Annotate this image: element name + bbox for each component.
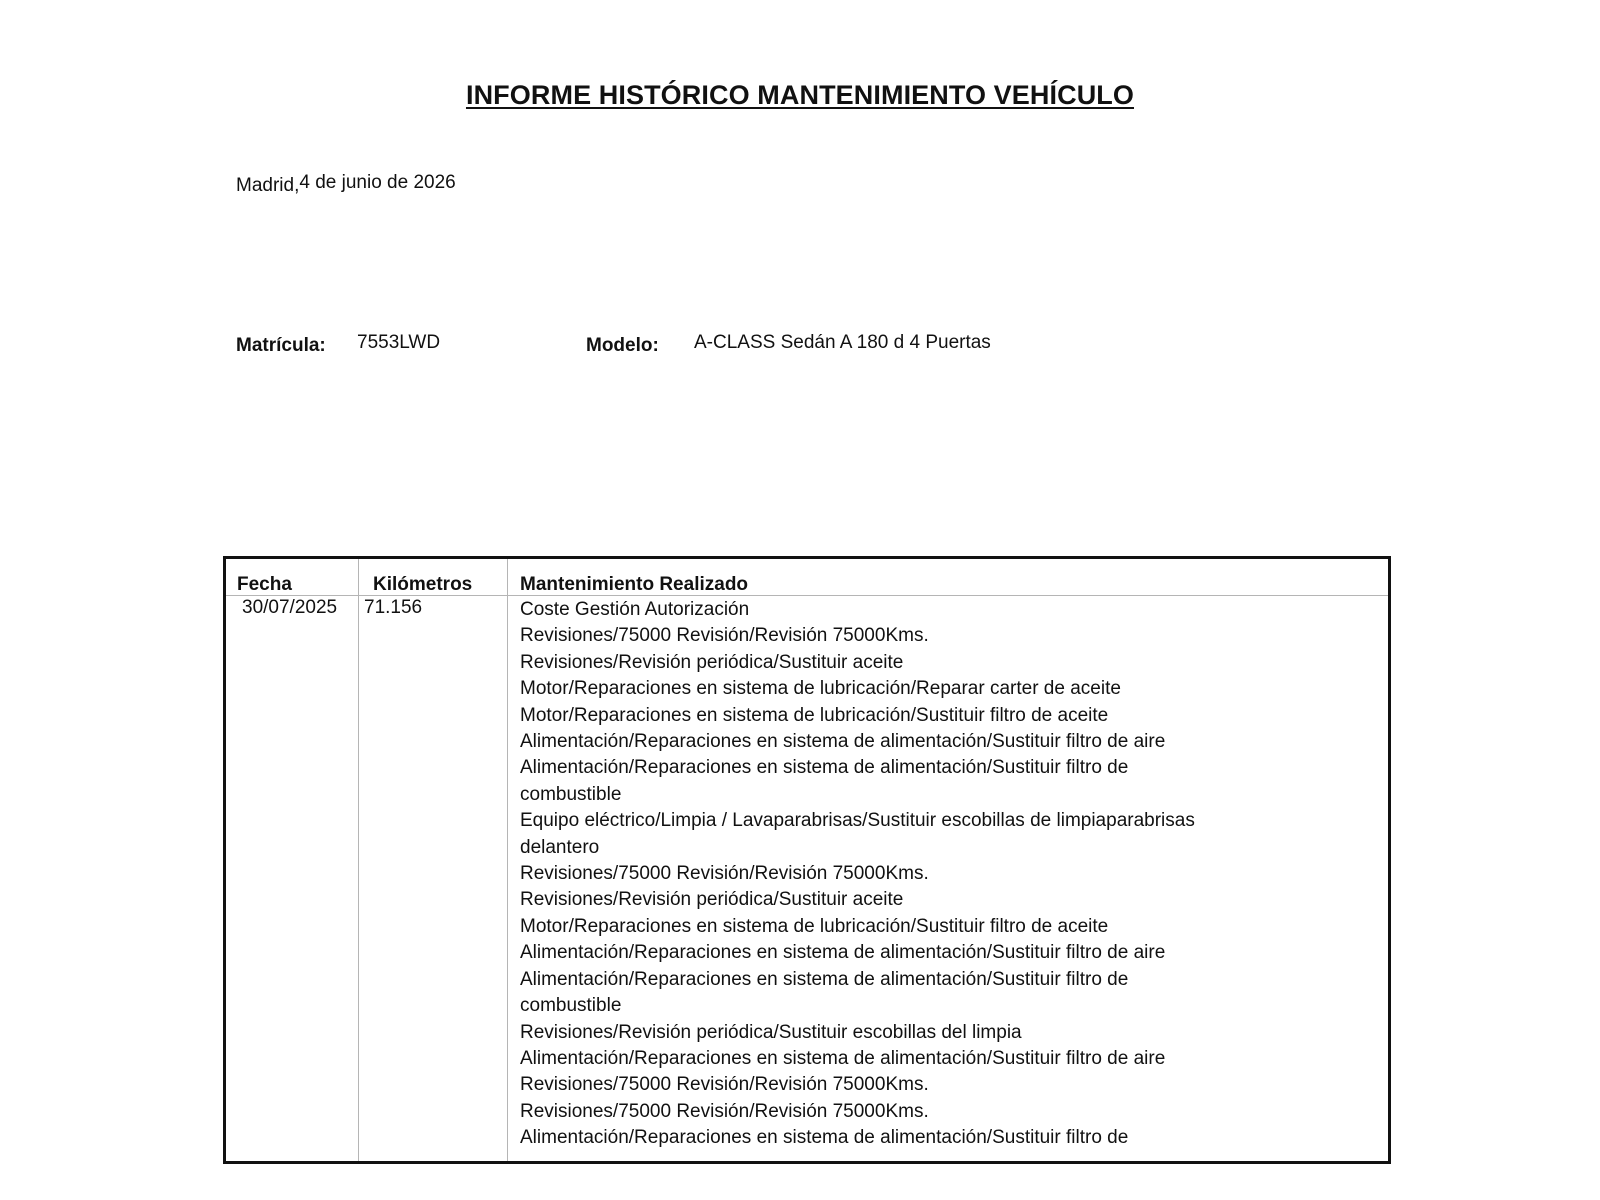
column-divider bbox=[358, 559, 359, 1161]
maintenance-item: delantero bbox=[520, 836, 600, 858]
header-km: Kilómetros bbox=[373, 574, 473, 595]
column-divider bbox=[507, 559, 508, 1161]
report-title: INFORME HISTÓRICO MANTENIMIENTO VEHÍCULO bbox=[465, 80, 1134, 110]
maintenance-item: Revisiones/Revisión periódica/Sustituir escobillas del limpia bbox=[520, 1021, 1022, 1043]
maintenance-item: combustible bbox=[520, 995, 622, 1017]
maintenance-item: Alimentación/Reparaciones en sistema de alimentación/Sustituir filtro de aire bbox=[520, 731, 1166, 753]
maintenance-item: Alimentación/Reparaciones en sistema de alimentación/Sustituir filtro de bbox=[520, 968, 1129, 990]
maintenance-item: Alimentación/Reparaciones en sistema de alimentación/Sustituir filtro de bbox=[520, 757, 1129, 779]
maintenance-item: Revisiones/75000 Revisión/Revisión 75000Kms. bbox=[520, 1074, 929, 1096]
report-date: 4 de junio de 2026 bbox=[299, 172, 456, 193]
model-label: Modelo: bbox=[586, 335, 659, 356]
report-date-line bbox=[236, 172, 456, 194]
maintenance-item: Alimentación/Reparaciones en sistema de alimentación/Sustituir filtro de aire bbox=[520, 942, 1166, 964]
maintenance-item: Revisiones/75000 Revisión/Revisión 75000Kms. bbox=[520, 1100, 929, 1122]
maintenance-item: Alimentación/Reparaciones en sistema de alimentación/Sustituir filtro de aire bbox=[520, 1047, 1166, 1069]
row-km: 71.156 bbox=[364, 597, 423, 618]
header-maintenance: Mantenimiento Realizado bbox=[520, 574, 749, 595]
maintenance-item: Revisiones/75000 Revisión/Revisión 75000Kms. bbox=[520, 863, 929, 885]
maintenance-item: Coste Gestión Autorización bbox=[520, 599, 750, 620]
maintenance-list bbox=[520, 597, 1195, 1152]
maintenance-table bbox=[223, 556, 1391, 1164]
maintenance-item: Revisiones/75000 Revisión/Revisión 75000Kms. bbox=[520, 625, 929, 647]
plate-value: 7553LWD bbox=[357, 332, 441, 353]
maintenance-item: Motor/Reparaciones en sistema de lubricación/Sustituir filtro de aceite bbox=[520, 915, 1109, 937]
maintenance-item: Equipo eléctrico/Limpia / Lavaparabrisas/Sustituir escobillas de limpiaparabrisas bbox=[520, 810, 1195, 832]
maintenance-item: Revisiones/Revisión periódica/Sustituir aceite bbox=[520, 651, 904, 673]
maintenance-item: Motor/Reparaciones en sistema de lubricación/Reparar carter de aceite bbox=[520, 678, 1121, 700]
header-date: Fecha bbox=[237, 574, 292, 595]
maintenance-item: combustible bbox=[520, 783, 622, 805]
maintenance-item: Motor/Reparaciones en sistema de lubricación/Sustituir filtro de aceite bbox=[520, 704, 1109, 726]
model-value: A-CLASS Sedán A 180 d 4 Puertas bbox=[694, 332, 991, 353]
maintenance-item: Alimentación/Reparaciones en sistema de alimentación/Sustituir filtro de bbox=[520, 1127, 1129, 1149]
plate-label: Matrícula: bbox=[236, 335, 326, 356]
row-date: 30/07/2025 bbox=[242, 597, 338, 618]
maintenance-item: Revisiones/Revisión periódica/Sustituir aceite bbox=[520, 889, 904, 911]
report-city: Madrid, bbox=[236, 175, 300, 196]
